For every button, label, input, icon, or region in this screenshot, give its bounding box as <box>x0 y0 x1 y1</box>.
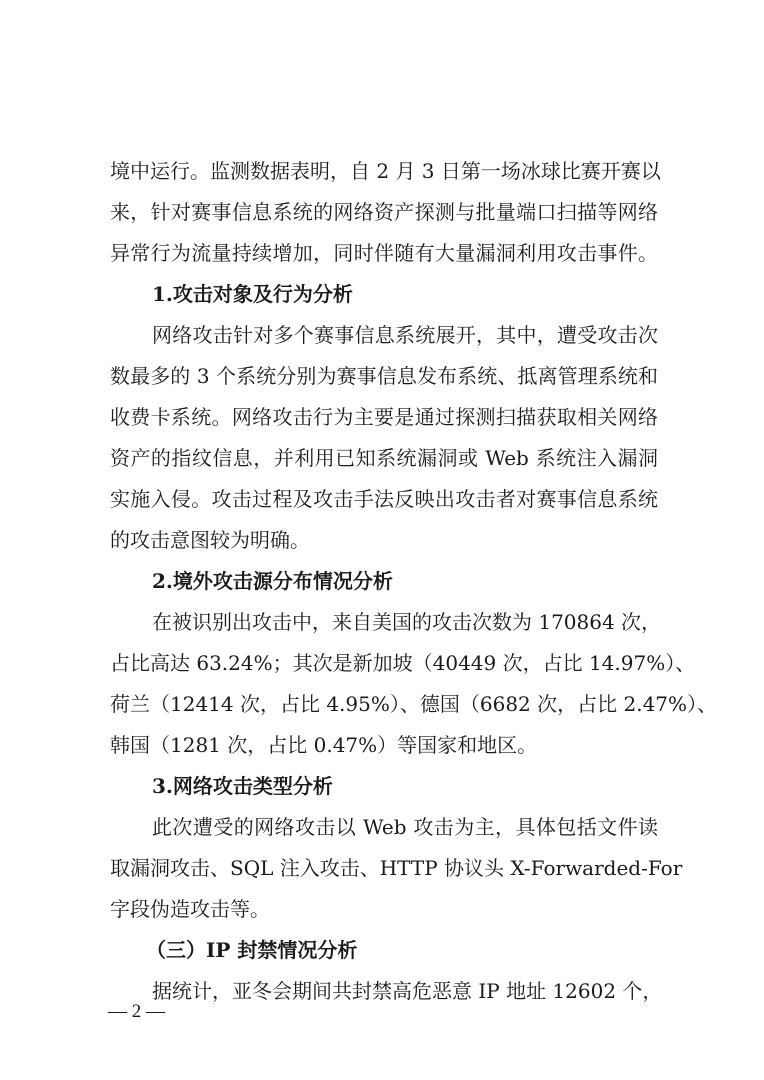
paragraph-line: 异常行为流量持续增加，同时伴随有大量漏洞利用攻击事件。 <box>110 241 658 265</box>
paragraph-line: 此次遭受的网络攻击以 Web 攻击为主，具体包括文件读 <box>152 815 658 839</box>
paragraph-line: 韩国（1281 次，占比 0.47%）等国家和地区。 <box>110 733 538 757</box>
section-heading: （三）IP 封禁情况分析 <box>146 938 358 962</box>
paragraph-line: 字段伪造攻击等。 <box>110 897 270 921</box>
section-heading: 3.网络攻击类型分析 <box>152 774 333 798</box>
paragraph-line: 境中运行。监测数据表明，自 2 月 3 日第一场冰球比赛开赛以 <box>110 159 661 183</box>
page-number: — 2 — <box>108 1001 165 1022</box>
section-heading: 2.境外攻击源分布情况分析 <box>152 569 393 593</box>
paragraph-line: 的攻击意图较为明确。 <box>110 528 310 552</box>
paragraph-line: 荷兰（12414 次，占比 4.95%）、德国（6682 次，占比 2.47%）、 <box>110 692 718 716</box>
paragraph-line: 网络攻击针对多个赛事信息系统展开，其中，遭受攻击次 <box>152 323 658 347</box>
section-heading: 1.攻击对象及行为分析 <box>152 282 353 306</box>
paragraph-line: 资产的指纹信息，并利用已知系统漏洞或 Web 系统注入漏洞 <box>110 446 658 470</box>
paragraph-line: 来，针对赛事信息系统的网络资产探测与批量端口扫描等网络 <box>110 200 658 224</box>
paragraph-line: 实施入侵。攻击过程及攻击手法反映出攻击者对赛事信息系统 <box>110 487 658 511</box>
paragraph-line: 收费卡系统。网络攻击行为主要是通过探测扫描获取相关网络 <box>110 405 658 429</box>
paragraph-line: 在被识别出攻击中，来自美国的攻击次数为 170864 次， <box>152 610 662 634</box>
paragraph-line: 据统计，亚冬会期间共封禁高危恶意 IP 地址 12602 个， <box>152 979 663 1003</box>
paragraph-line: 取漏洞攻击、SQL 注入攻击、HTTP 协议头 X-Forwarded-For <box>110 856 683 880</box>
paragraph-line: 数最多的 3 个系统分别为赛事信息发布系统、抵离管理系统和 <box>110 364 658 388</box>
paragraph-line: 占比高达 63.24%；其次是新加坡（40449 次，占比 14.97%）、 <box>110 651 696 675</box>
